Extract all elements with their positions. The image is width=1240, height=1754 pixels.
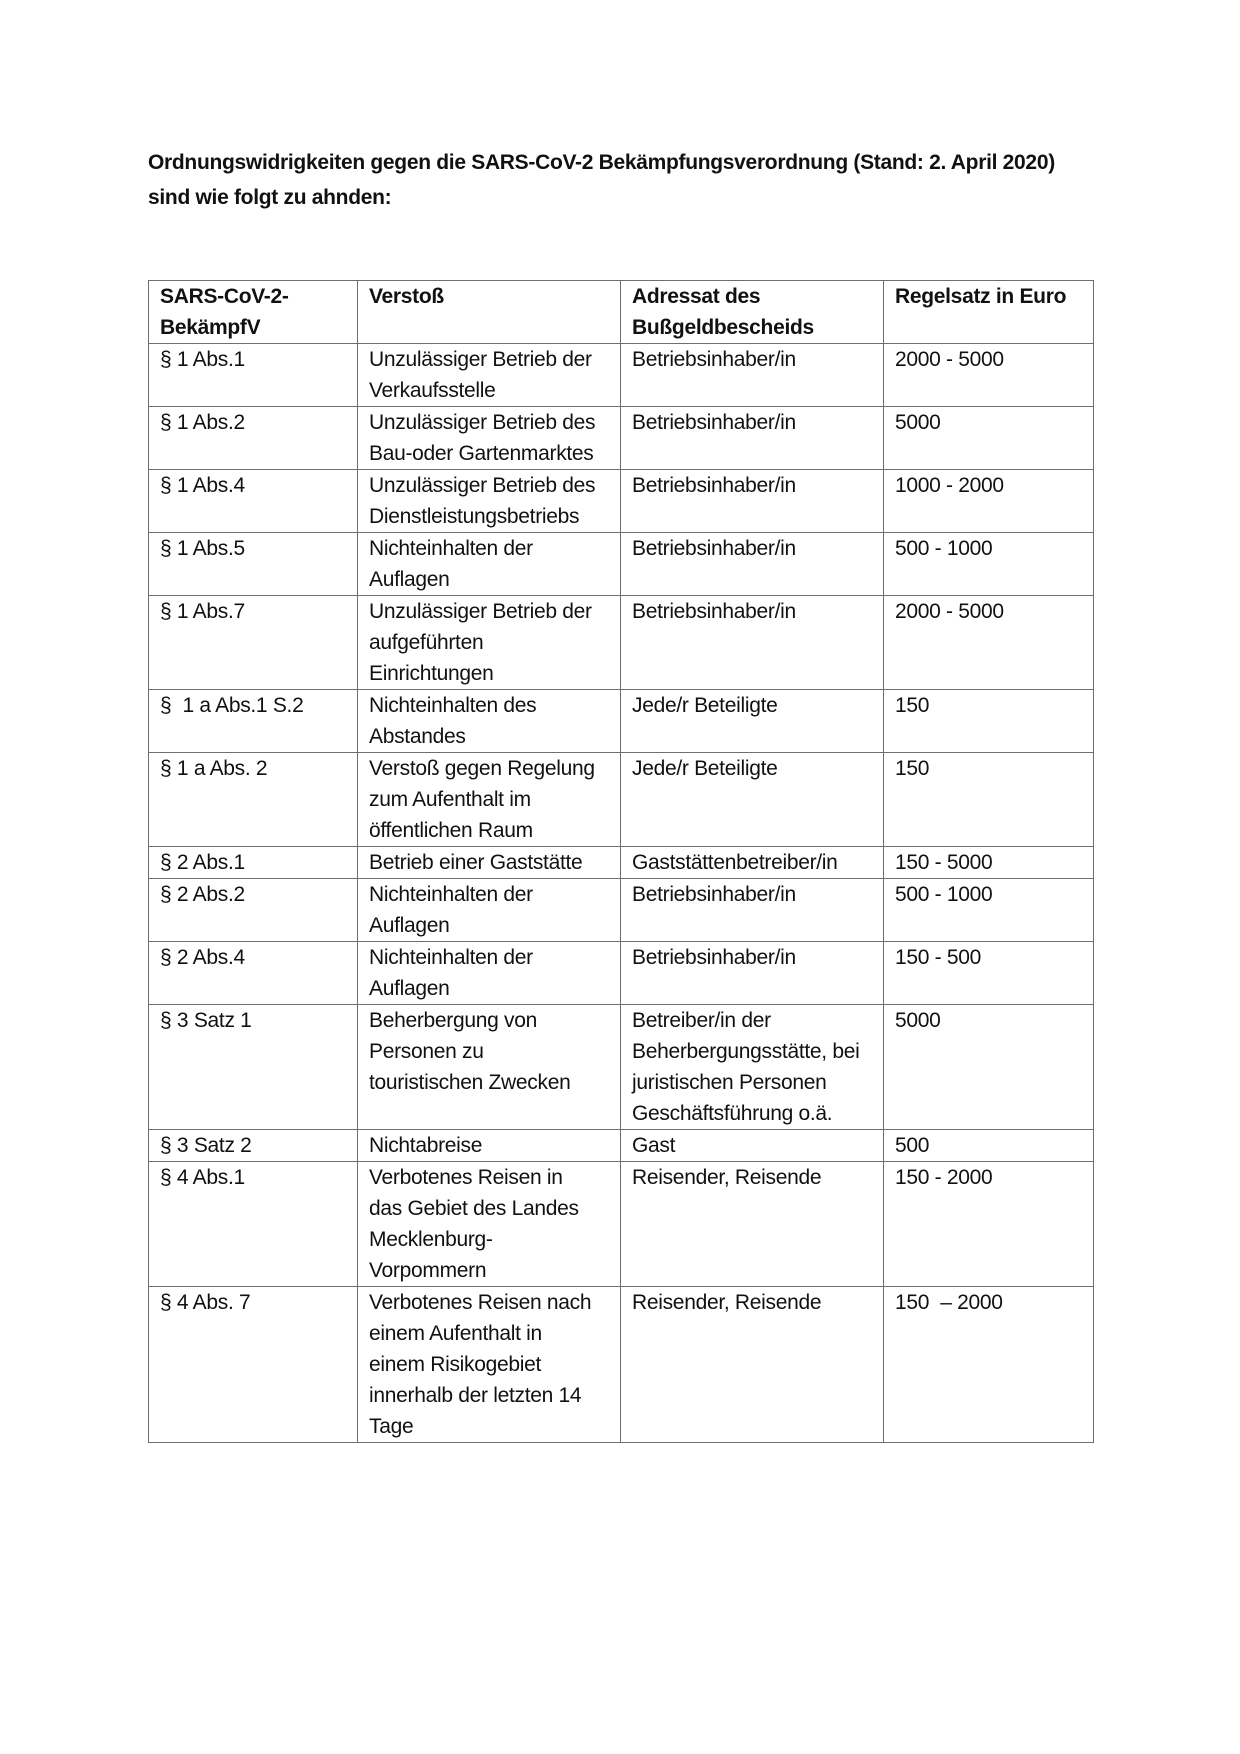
header-rate: Regelsatz in Euro [884,281,1094,344]
cell-paragraph-text: § 1 a Abs. 2 [160,757,268,780]
cell-violation [358,1287,621,1443]
cell-paragraph [149,344,358,407]
cell-rate [884,690,1094,753]
cell-paragraph [149,1162,358,1287]
table-row [149,470,1094,533]
cell-addressee-text: Gast [632,1134,676,1157]
cell-addressee [621,879,884,942]
cell-paragraph-text: § 1 Abs.2 [160,411,245,434]
cell-rate [884,942,1094,1005]
cell-paragraph [149,407,358,470]
cell-violation-text: Nichteinhalten der Auflagen [369,883,533,937]
cell-paragraph [149,1005,358,1130]
cell-addressee-text: Reisender, Reisende [632,1166,822,1189]
cell-addressee [621,1162,884,1287]
cell-rate [884,470,1094,533]
cell-rate-text: 2000 - 5000 [895,348,1004,371]
cell-violation-text: Verstoß gegen Regelung zum Aufenthalt im öffentlichen Raum [369,757,595,842]
cell-paragraph-text: § 4 Abs. 7 [160,1291,251,1314]
cell-paragraph [149,596,358,690]
cell-rate [884,753,1094,847]
cell-violation-text: Unzulässiger Betrieb der Verkaufsstelle [369,348,592,402]
table-row [149,533,1094,596]
cell-addressee-text: Betreiber/in der Beherbergungsstätte, bei juristischen Personen Geschäftsführung o.ä. [632,1009,860,1125]
cell-violation-text: Verbotenes Reisen in das Gebiet des Landes Mecklenburg-Vorpommern [369,1166,579,1282]
table-row [149,344,1094,407]
cell-addressee [621,690,884,753]
cell-paragraph-text: § 3 Satz 1 [160,1009,252,1032]
cell-rate-text: 1000 - 2000 [895,474,1004,497]
header-paragraph [149,281,358,344]
table-row [149,1130,1094,1162]
cell-violation-text: Nichteinhalten der Auflagen [369,537,533,591]
cell-violation [358,470,621,533]
cell-addressee-text: Betriebsinhaber/in [632,411,796,434]
cell-addressee [621,344,884,407]
cell-addressee [621,596,884,690]
cell-addressee-text: Jede/r Beteiligte [632,757,778,780]
cell-rate [884,1130,1094,1162]
cell-paragraph [149,879,358,942]
cell-rate [884,344,1094,407]
cell-addressee-text: Jede/r Beteiligte [632,694,778,717]
table-row [149,942,1094,1005]
fines-table [148,280,1094,1443]
cell-rate-text: 150 - 500 [895,946,982,969]
cell-violation-text: Nichtabreise [369,1134,483,1157]
cell-addressee [621,753,884,847]
cell-paragraph [149,533,358,596]
cell-violation [358,596,621,690]
cell-paragraph-text: § 1 a Abs.1 S.2 [160,694,304,717]
cell-addressee [621,1287,884,1443]
cell-violation [358,753,621,847]
table-row [149,1287,1094,1443]
header-paragraph-label: SARS-CoV-2-BekämpfV [160,285,289,339]
header-addressee-label: Adressat des Bußgeldbescheids [632,285,814,339]
table-body [149,344,1094,1443]
cell-addressee-text: Betriebsinhaber/in [632,474,796,497]
table-row [149,690,1094,753]
header-addressee [621,281,884,344]
table-row [149,1162,1094,1287]
cell-paragraph-text: § 2 Abs.4 [160,946,245,969]
cell-rate [884,879,1094,942]
cell-violation-text: Verbotenes Reisen nach einem Aufenthalt in einem Risikogebiet innerhalb der letzten 14 Tage [369,1291,592,1438]
cell-rate-text: 500 - 1000 [895,883,993,906]
cell-addressee-text: Reisender, Reisende [632,1291,822,1314]
cell-violation [358,533,621,596]
cell-paragraph-text: § 1 Abs.5 [160,537,245,560]
cell-paragraph [149,942,358,1005]
cell-paragraph [149,470,358,533]
table-row [149,753,1094,847]
cell-rate [884,1287,1094,1443]
cell-addressee [621,533,884,596]
cell-paragraph [149,753,358,847]
cell-rate [884,1162,1094,1287]
cell-violation [358,942,621,1005]
cell-paragraph-text: § 4 Abs.1 [160,1166,245,1189]
cell-paragraph-text: § 2 Abs.2 [160,883,245,906]
cell-violation-text: Unzulässiger Betrieb der aufgeführten Einrichtungen [369,600,592,685]
table-row [149,596,1094,690]
cell-rate-text: 150 [895,694,930,717]
cell-rate-text: 150 - 2000 [895,1166,993,1189]
cell-violation-text: Nichteinhalten des Abstandes [369,694,537,748]
cell-paragraph-text: § 2 Abs.1 [160,851,245,874]
document-heading: Ordnungswidrigkeiten gegen die SARS-CoV-2 Bekämpfungsverordnung (Stand: 2. April 2020) sind wie folgt zu ahnden: [148,151,1055,209]
cell-paragraph [149,1287,358,1443]
cell-addressee-text: Betriebsinhaber/in [632,883,796,906]
table-row [149,847,1094,879]
cell-violation-text: Betrieb einer Gaststätte [369,851,583,874]
cell-paragraph-text: § 1 Abs.1 [160,348,245,371]
cell-rate [884,533,1094,596]
cell-rate [884,847,1094,879]
cell-violation-text: Unzulässiger Betrieb des Bau-oder Gartenmarktes [369,411,596,465]
table-row [149,407,1094,470]
cell-addressee [621,1005,884,1130]
cell-violation [358,344,621,407]
cell-violation [358,407,621,470]
cell-rate [884,596,1094,690]
cell-rate [884,407,1094,470]
cell-rate [884,1005,1094,1130]
cell-paragraph-text: § 3 Satz 2 [160,1134,252,1157]
cell-paragraph [149,847,358,879]
cell-paragraph [149,1130,358,1162]
cell-rate-text: 2000 - 5000 [895,600,1004,623]
cell-rate-text: 5000 [895,411,941,434]
cell-violation-text: Beherbergung von Personen zu touristischen Zwecken [369,1009,571,1094]
cell-rate-text: 150 [895,757,930,780]
cell-violation-text: Nichteinhalten der Auflagen [369,946,533,1000]
cell-rate-text: 150 – 2000 [895,1291,1003,1314]
cell-violation [358,879,621,942]
cell-addressee [621,407,884,470]
header-violation: Verstoß [358,281,621,344]
cell-rate-text: 500 [895,1134,930,1157]
cell-violation [358,1162,621,1287]
table-header-row [149,281,1094,344]
cell-violation [358,690,621,753]
cell-rate-text: 5000 [895,1009,941,1032]
cell-addressee-text: Betriebsinhaber/in [632,348,796,371]
cell-violation [358,847,621,879]
table-row [149,879,1094,942]
cell-violation-text: Unzulässiger Betrieb des Dienstleistungsbetriebs [369,474,596,528]
cell-addressee [621,1130,884,1162]
cell-rate-text: 500 - 1000 [895,537,993,560]
cell-paragraph [149,690,358,753]
cell-addressee [621,470,884,533]
cell-violation [358,1005,621,1130]
cell-addressee [621,942,884,1005]
cell-rate-text: 150 - 5000 [895,851,993,874]
cell-paragraph-text: § 1 Abs.7 [160,600,245,623]
cell-addressee-text: Betriebsinhaber/in [632,946,796,969]
cell-addressee-text: Gaststättenbetreiber/in [632,851,838,874]
cell-addressee [621,847,884,879]
table-row [149,1005,1094,1130]
cell-addressee-text: Betriebsinhaber/in [632,600,796,623]
cell-paragraph-text: § 1 Abs.4 [160,474,245,497]
cell-violation [358,1130,621,1162]
cell-addressee-text: Betriebsinhaber/in [632,537,796,560]
